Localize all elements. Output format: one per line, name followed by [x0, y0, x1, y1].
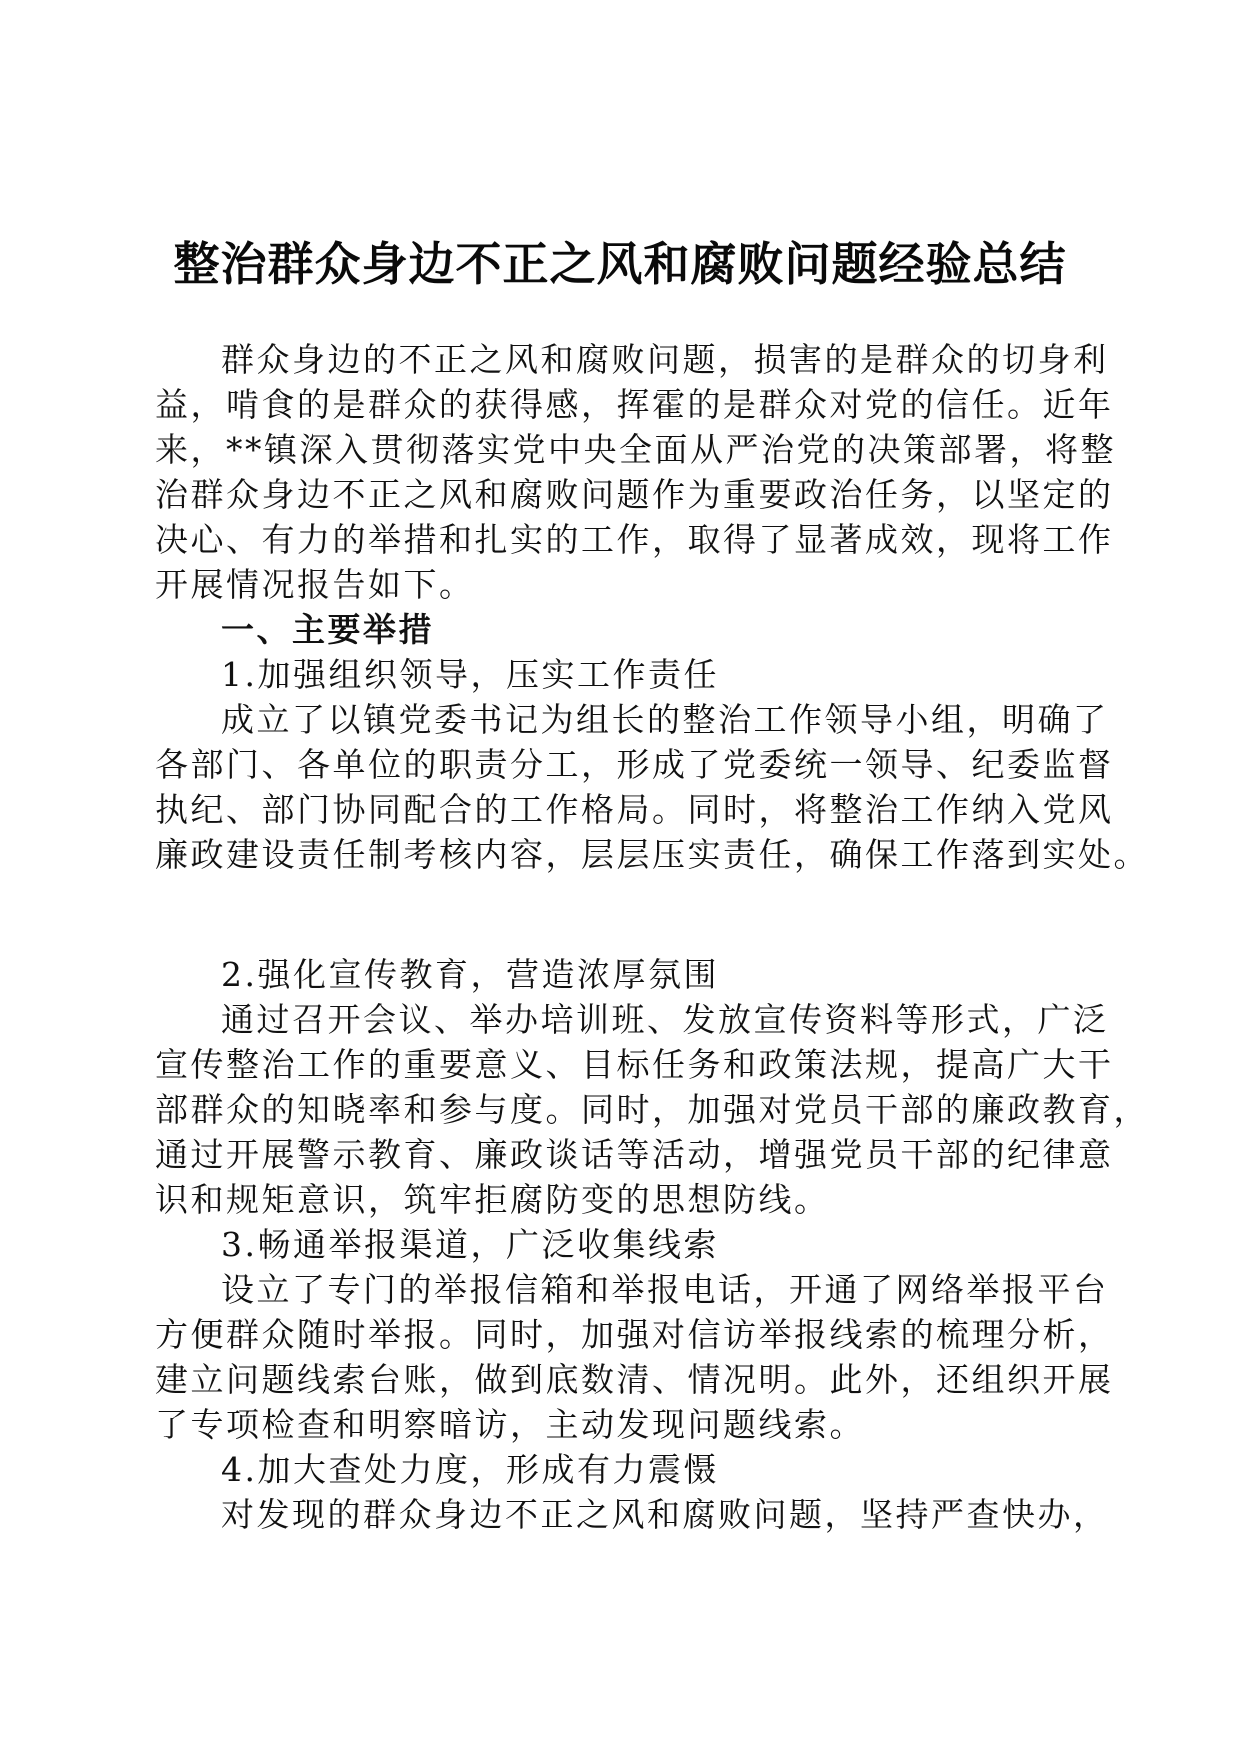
item3-line-1: 设立了专门的举报信箱和举报电话，开通了网络举报平台 — [221, 1270, 1109, 1309]
document-title: 整治群众身边不正之风和腐败问题经验总结 — [173, 237, 1067, 291]
item1-line-3: 执纪、部门协同配合的工作格局。同时，将整治工作纳入党风 — [155, 790, 1114, 829]
item2-line-5: 识和规矩意识，筑牢拒腐防变的思想防线。 — [155, 1180, 830, 1219]
section-heading-main-measures: 一、主要举措 — [221, 610, 434, 649]
item2-heading: 2.强化宣传教育，营造浓厚氛围 — [221, 955, 719, 994]
item2-line-2: 宣传整治工作的重要意义、目标任务和政策法规，提高广大干 — [155, 1045, 1114, 1084]
item4-line-1: 对发现的群众身边不正之风和腐败问题，坚持严查快办， — [221, 1495, 1109, 1534]
item2-line-4: 通过开展警示教育、廉政谈话等活动，增强党员干部的纪律意 — [155, 1135, 1114, 1174]
intro-line-6: 开展情况报告如下。 — [155, 565, 475, 604]
item1-heading: 1.加强组织领导，压实工作责任 — [221, 655, 719, 694]
intro-line-3: 来，**镇深入贯彻落实党中央全面从严治党的决策部署，将整 — [155, 430, 1116, 469]
item4-heading: 4.加大查处力度，形成有力震慑 — [221, 1450, 719, 1489]
intro-line-2: 益，啃食的是群众的获得感，挥霍的是群众对党的信任。近年 — [155, 385, 1114, 424]
item3-line-4: 了专项检查和明察暗访，主动发现问题线索。 — [155, 1405, 865, 1444]
item3-heading: 3.畅通举报渠道，广泛收集线索 — [221, 1225, 719, 1264]
item3-line-3: 建立问题线索台账，做到底数清、情况明。此外，还组织开展 — [155, 1360, 1114, 1399]
item1-line-1: 成立了以镇党委书记为组长的整治工作领导小组，明确了 — [221, 700, 1109, 739]
intro-line-1: 群众身边的不正之风和腐败问题，损害的是群众的切身利 — [221, 340, 1109, 379]
item1-line-2: 各部门、各单位的职责分工，形成了党委统一领导、纪委监督 — [155, 745, 1114, 784]
item2-line-1: 通过召开会议、举办培训班、发放宣传资料等形式，广泛 — [221, 1000, 1109, 1039]
intro-line-5: 决心、有力的举措和扎实的工作，取得了显著成效，现将工作 — [155, 520, 1114, 559]
item3-line-2: 方便群众随时举报。同时，加强对信访举报线索的梳理分析， — [155, 1315, 1114, 1354]
item2-line-3: 部群众的知晓率和参与度。同时，加强对党员干部的廉政教育， — [155, 1090, 1149, 1129]
intro-line-4: 治群众身边不正之风和腐败问题作为重要政治任务，以坚定的 — [155, 475, 1114, 514]
item1-line-4: 廉政建设责任制考核内容，层层压实责任，确保工作落到实处。 — [155, 835, 1149, 874]
